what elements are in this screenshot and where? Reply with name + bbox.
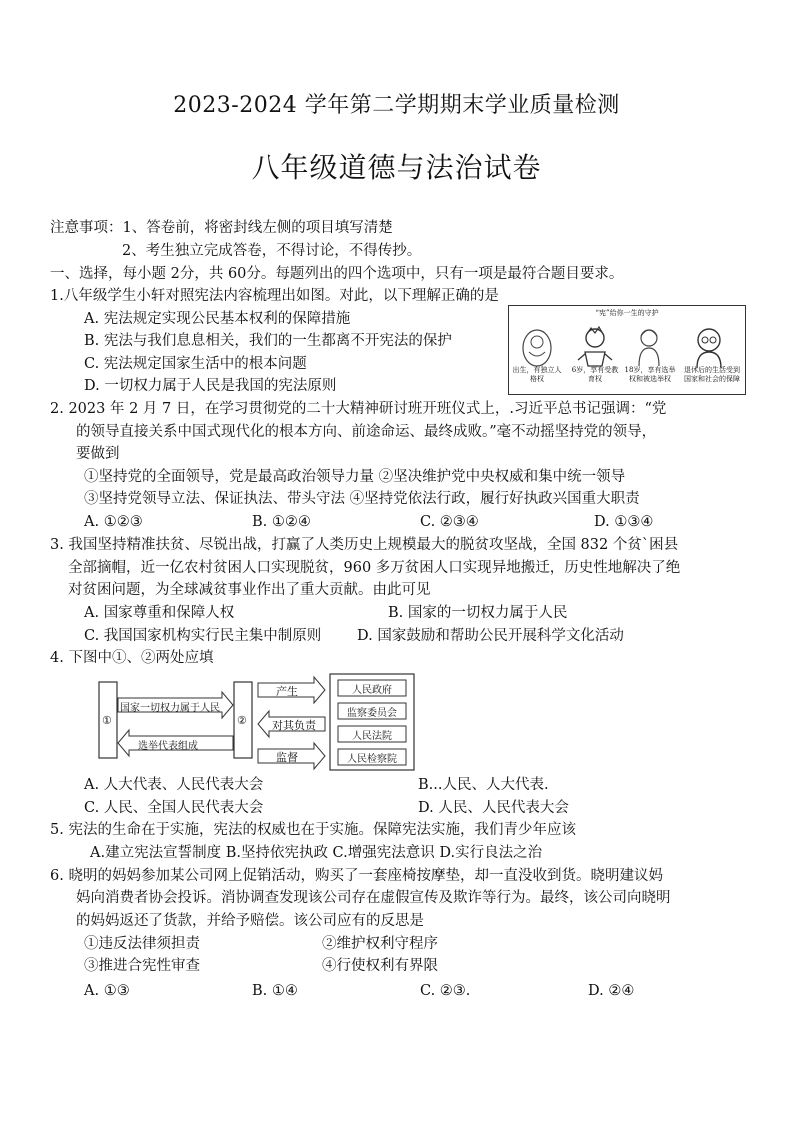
- q6-statement-4: ④行使权利有界限: [322, 958, 438, 974]
- q2-stem-3: 要做到: [76, 446, 120, 462]
- q3-stem-1: 3. 我国坚持精准扶贫、尽锐出战，打赢了人类历史上规模最大的脱贫攻坚战，全国 832 个贫`困县: [50, 537, 679, 553]
- q5-stem: 5. 宪法的生命在于实施，宪法的权威也在于实施。保障宪法实施，我们青少年应该: [50, 822, 576, 838]
- q1-option-d: D. 一切权力属于人民是我国的宪法原则: [84, 378, 337, 394]
- q4-option-c: C. 人民、全国人民代表大会: [84, 800, 264, 816]
- elder-icon: [697, 329, 721, 368]
- q3-stem-2: 全部摘帽，近一亿农村贫困人口实现脱贫，960 多万贫困人口实现异地搬迁，历史性地解决了绝: [68, 560, 681, 576]
- q4-arrow-supervise: 监督: [276, 751, 298, 764]
- q6-option-d: D. ②④: [588, 983, 635, 999]
- q4-top-arrow-label: 国家一切权力属于人民: [120, 703, 220, 714]
- exam-subtitle: 八年级道德与法治试卷: [251, 151, 542, 184]
- q4-organ-government: 人民政府: [352, 685, 392, 696]
- q1-option-a: A. 宪法规定实现公民基本权利的保障措施: [84, 311, 351, 327]
- q1-label-1: 出生，有独立人格权: [512, 366, 562, 383]
- q1-label-2: 6岁，享有受教育权: [571, 366, 619, 383]
- q1-stem: 1.八年级学生小轩对照宪法内容梳理出如图。对此，以下理解正确的是: [50, 288, 499, 304]
- q2-stem-1: 2. 2023 年 2 月 7 日，在学习贯彻党的二十大精神研讨班开班仪式上，.习近平总书记强调：“党: [50, 401, 667, 417]
- q1-figure-caption: “宪”给你一生的守护: [595, 309, 659, 317]
- q4-organ-court: 人民法院: [352, 731, 392, 742]
- q1-figure: [508, 305, 746, 395]
- q2-option-c: C. ②③④: [420, 514, 479, 530]
- q6-stem-2: 妈向消费者协会投诉。消协调查发现该公司存在虚假宣传及欺诈等行为。最终，该公司向晓明: [76, 890, 671, 906]
- notice-line-2: 2、考生独立完成答卷，不得讨论，不得传抄。: [122, 243, 422, 259]
- q1-label-4: 退休后的生活受到国家和社会的保障: [684, 366, 740, 383]
- q2-option-b: B. ①②④: [252, 514, 311, 530]
- q6-option-a: A. ①③: [84, 983, 130, 999]
- q3-option-b: B. 国家的一切权力属于人民: [388, 605, 568, 621]
- q6-option-b: B. ①④: [252, 983, 298, 999]
- q2-option-d: D. ①③④: [594, 514, 654, 530]
- q2-statements-34: ③坚持党领导立法、保证执法、带头守法 ④坚持党依法行政，履行好执政兴国重大职责: [84, 491, 640, 507]
- q3-stem-3: 对贫困问题，为全球减贫事业作出了重大贡献。由此可见: [68, 582, 431, 598]
- q4-bottom-arrow-label: 选举代表组成: [138, 741, 198, 752]
- young-adult-icon: [639, 330, 659, 366]
- q4-option-d: D. 人民、人民代表大会: [418, 800, 569, 816]
- q5-options: A.建立宪法宣誓制度 B.坚持依宪执政 C.增强宪法意识 D.实行良法之治: [90, 845, 543, 861]
- q1-label-3: 18岁，享有选举权和被选举权: [624, 366, 676, 383]
- q4-diagram: [98, 672, 418, 772]
- q3-option-d: D. 国家鼓励和帮助公民开展科学文化活动: [357, 628, 624, 644]
- q4-option-a: A. 人大代表、人民代表大会: [84, 777, 264, 793]
- q6-statement-2: ②维护权利守程序: [322, 936, 438, 952]
- q4-stem: 4. 下图中①、②两处应填: [50, 650, 214, 666]
- q6-option-c: C. ②③.: [420, 983, 471, 999]
- q6-stem-3: 的妈妈返还了货款，并给予赔偿。该公司应有的反思是: [76, 913, 424, 929]
- q2-statements-12: ①坚持党的全面领导，党是最高政治领导力量 ②坚决维护党中央权威和集中统一领导: [84, 469, 626, 485]
- q4-option-b: B...人民、人大代表.: [418, 777, 549, 793]
- q2-option-a: A. ①②③: [84, 514, 143, 530]
- section-heading: 一、选择，每小题 2分，共 60分。每题列出的四个选项中，只有一项是最符合题目要求。: [50, 266, 624, 282]
- q6-statement-1: ①违反法律须担责: [84, 936, 200, 952]
- q4-arrow-responsible: 对其负责: [272, 719, 316, 732]
- notice-line-1: 注意事项：1、答卷前，将密封线左侧的项目填写清楚: [50, 220, 393, 236]
- q4-organ-procuratorate: 人民检察院: [347, 754, 397, 765]
- q3-option-a: A. 国家尊重和保障人权: [84, 605, 235, 621]
- exam-title: 2023-2024 学年第二学期期末学业质量检测: [173, 93, 620, 118]
- child-icon: [578, 327, 612, 366]
- q3-option-c: C. 我国国家机构实行民主集中制原则: [84, 628, 322, 644]
- q2-stem-2: 的领导直接关系中国式现代化的根本方向、前途命运、最终成败。”毫不动摇坚持党的领导，: [76, 424, 657, 440]
- q1-option-b: B. 宪法与我们息息相关，我们的一生都离不开宪法的保护: [84, 333, 452, 349]
- q6-statement-3: ③推进合宪性审查: [84, 958, 200, 974]
- q1-option-c: C. 宪法规定国家生活中的根本问题: [84, 356, 307, 372]
- q4-arrow-produce: 产生: [276, 685, 298, 698]
- q6-stem-1: 6. 晓明的妈妈参加某公司网上促销活动，购买了一套座椅按摩垫，却一直没收到货。晓明建议妈: [50, 868, 663, 884]
- baby-icon: [523, 330, 551, 366]
- q4-box-2: ②: [237, 714, 247, 727]
- q4-box-1: ①: [102, 714, 112, 727]
- q4-organ-supervision: 监察委员会: [347, 708, 397, 719]
